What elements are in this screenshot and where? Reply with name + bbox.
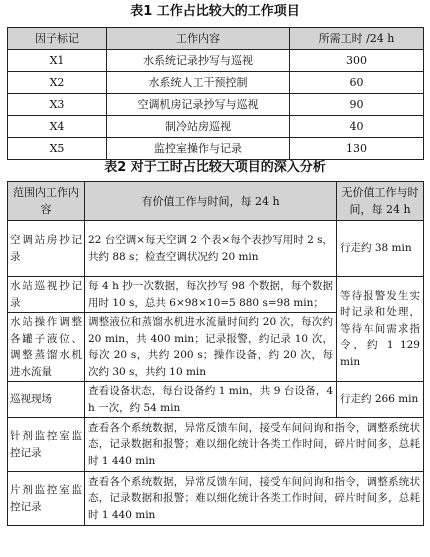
valuable-work-cell: 每 4 h 抄一次数据，每次抄写 98 个数据，每个数据用时 10 s，总共 6×98×10=5 880 s=98 min； — [85, 277, 337, 313]
table-row — [8, 277, 424, 313]
work-content: 制冷站房巡视 — [107, 116, 290, 138]
table-row — [8, 94, 424, 116]
required-hours: 300 — [290, 50, 424, 72]
work-content: 空调机房记录抄写与巡视 — [107, 94, 290, 116]
table-row — [8, 418, 424, 472]
scope-cell: 针剂监控室监控记录 — [8, 418, 85, 472]
header-valuable-work: 有价值工作与时间，每 24 h — [85, 182, 337, 221]
scope-cell: 水站巡视抄记录 — [8, 277, 85, 313]
table1-caption: 表1 工作占比较大的工作项目 — [130, 4, 300, 19]
table-row — [8, 472, 424, 526]
analysis-table — [7, 181, 424, 526]
header-factor-mark: 因子标记 — [8, 28, 107, 50]
table2-caption: 表2 对于工时占比较大项目的深入分析 — [104, 160, 326, 175]
scope-cell: 片剂监控室监控记录 — [8, 472, 85, 526]
factor-mark: X5 — [8, 138, 107, 160]
valuable-work-cell: 调整液位和蒸馏水机进水流量时间约 20 次，每次约 20 min，共 400 min；记录报警，约记录 10 次，每次 20 s，共约 200 s；操作设备，约 20 次，每次约 30 s，共约 10 min — [85, 313, 337, 382]
required-hours: 130 — [290, 138, 424, 160]
required-hours: 90 — [290, 94, 424, 116]
worthless-work-cell: 行走约 38 min — [337, 221, 424, 277]
table-row — [8, 138, 424, 160]
factor-mark: X2 — [8, 72, 107, 94]
header-scope: 范围内工作内容 — [8, 182, 85, 221]
table2-header-row — [8, 182, 424, 221]
work-content: 水系统人工干预控制 — [107, 72, 290, 94]
header-required-hours: 所需工时 /24 h — [290, 28, 424, 50]
factor-mark: X4 — [8, 116, 107, 138]
scope-cell: 水站操作调整各罐子液位、调整蒸馏水机进水流量 — [8, 313, 85, 382]
header-worthless-work: 无价值工作与时间，每 24 h — [337, 182, 424, 221]
required-hours: 40 — [290, 116, 424, 138]
table-row — [8, 221, 424, 277]
table-row — [8, 382, 424, 418]
factor-mark: X3 — [8, 94, 107, 116]
worthless-work-cell: 等待报警发生实时记录和处理，等待车间需求指令，约 1 129 min — [337, 277, 424, 382]
valuable-work-cell: 查看设备状态，每台设备约 1 min，共 9 台设备，4 h 一次，约 54 min — [85, 382, 337, 418]
worthless-work-cell: 行走约 266 min — [337, 382, 424, 418]
table-row — [8, 72, 424, 94]
work-content: 监控室操作与记录 — [107, 138, 290, 160]
table-row — [8, 50, 424, 72]
valuable-work-cell: 查看各个系统数据，异常反馈车间，接受车间问询和指令，调整系统状态，记录数据和报警；难以细化统计各类工作时间，碎片时间多，总耗时 1 440 min — [85, 472, 424, 526]
scope-cell: 空调站房抄记录 — [8, 221, 85, 277]
work-items-table — [7, 27, 424, 160]
table-row — [8, 116, 424, 138]
valuable-work-cell: 22 台空调×每天空调 2 个表×每个表抄写用时 2 s，共约 88 s；检查空调状况约 20 min — [85, 221, 337, 277]
header-work-content: 工作内容 — [107, 28, 290, 50]
work-content: 水系统记录抄写与巡视 — [107, 50, 290, 72]
factor-mark: X1 — [8, 50, 107, 72]
table1-header-row — [8, 28, 424, 50]
scope-cell: 巡视现场 — [8, 382, 85, 418]
required-hours: 60 — [290, 72, 424, 94]
valuable-work-cell: 查看各个系统数据，异常反馈车间，接受车间问询和指令，调整系统状态，记录数据和报警；难以细化统计各类工作时间，碎片时间多，总耗时 1 440 min — [85, 418, 424, 472]
